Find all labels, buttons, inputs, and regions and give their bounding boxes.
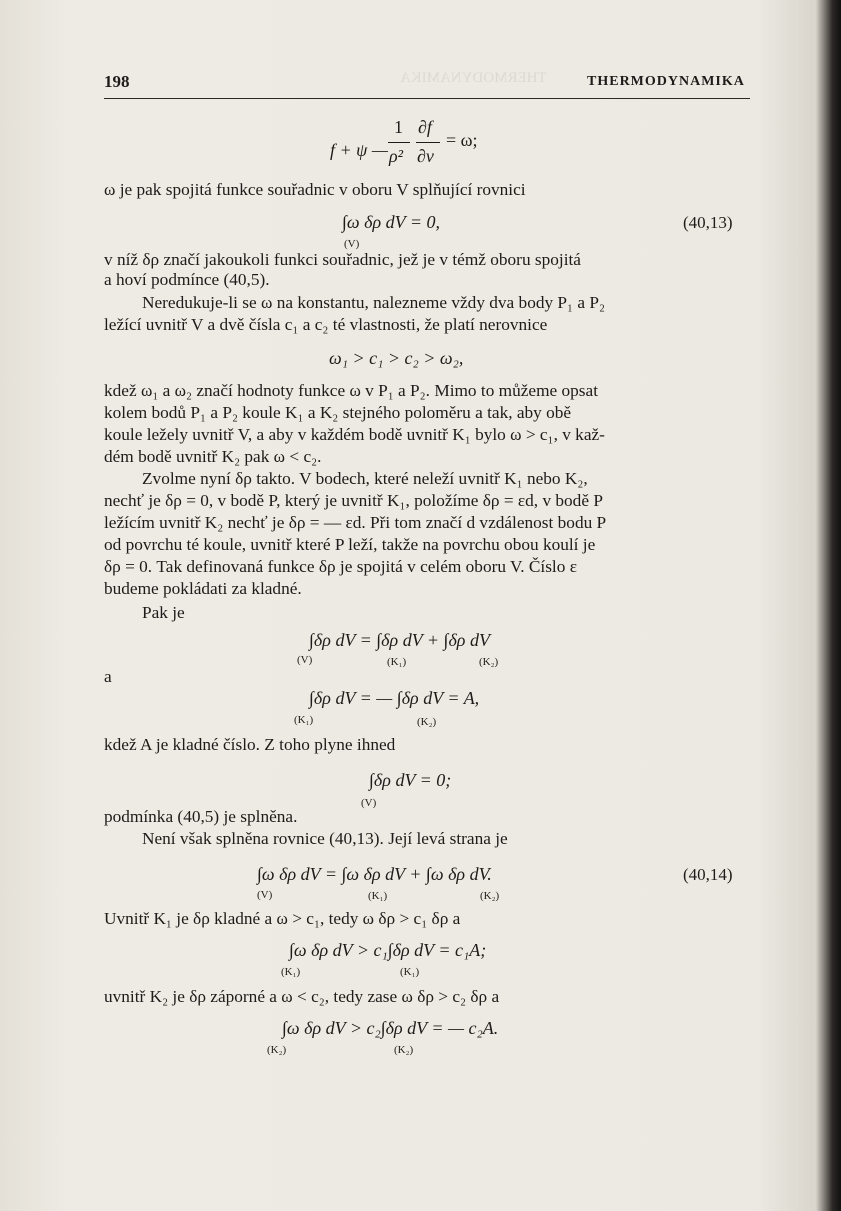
eq-omega-lhs: f + ψ —: [330, 140, 388, 160]
int5-limit-k2b: (K₂): [394, 1044, 414, 1056]
text-line: δρ = 0. Tak definovaná funkce δρ je spojitá v celém oboru V. Číslo ε: [104, 557, 577, 576]
text-line: uvnitř K₂ je δρ záporné a ω < c₂, tedy zase ω δρ > c₂ δρ a: [104, 987, 500, 1006]
e4014-limit-v: (V): [257, 889, 273, 901]
eq-omega-bar2: [416, 142, 440, 143]
equation-40-13: ∫ω δρ dV = 0,: [342, 212, 440, 232]
integral-eq-5: ∫ω δρ dV > c₂∫δρ dV = — c₂A.: [282, 1018, 499, 1038]
text-line: kdež ω₁ a ω₂ značí hodnoty funkce ω v P₁ a P₂. Mimo to můžeme opsat: [104, 381, 598, 400]
text-line: kolem bodů P₁ a P₂ koule K₁ a K₂ stejného poloměru a tak, aby obě: [104, 403, 572, 422]
eq-omega-num: 1: [394, 117, 403, 137]
text-line: a: [104, 667, 112, 686]
text-line: kdež A je kladné číslo. Z toho plyne ihned: [104, 735, 396, 754]
int2-limit-k2: (K₂): [417, 716, 437, 728]
bleed-through-text: THERMODYNAMIKA: [400, 70, 547, 86]
text-line: ležící uvnitř V a dvě čísla c₁ a c₂ té vlastnosti, že platí nerovnice: [104, 315, 548, 334]
header-rule: [104, 98, 750, 99]
int4-limit-k1b: (K₁): [400, 966, 420, 978]
eq-omega-den: ρ²: [389, 146, 404, 166]
integral-eq-3: ∫δρ dV = 0;: [369, 770, 452, 790]
eq-omega-bar1: [388, 142, 410, 143]
text-line: nechť je δρ = 0, v bodě P, který je uvnitř K₁, položíme δρ = εd, v bodě P: [104, 491, 603, 510]
integral-eq-1: ∫δρ dV = ∫δρ dV + ∫δρ dV: [309, 630, 490, 650]
text-line: ω je pak spojitá funkce souřadnic v oboru V splňující rovnici: [104, 180, 526, 199]
int4-limit-k1a: (K₁): [281, 966, 301, 978]
text-line: Zvolme nyní δρ takto. V bodech, které neleží uvnitř K₁ nebo K₂,: [142, 469, 588, 488]
page-number: 198: [104, 72, 130, 91]
text-line: v níž δρ značí jakoukoli funkci souřadnic, jež je v témž oboru spojitá: [104, 250, 581, 269]
int3-limit-v: (V): [361, 797, 377, 809]
text-line: od povrchu té koule, uvnitř které P leží, takže na povrchu obou koulí je: [104, 535, 596, 554]
inequality-omega: ω₁ > c₁ > c₂ > ω₂,: [329, 348, 464, 368]
eq-omega-dden: ∂v: [417, 146, 434, 166]
running-title: THERMODYNAMIKA: [587, 74, 745, 89]
text-line: Uvnitř K₁ je δρ kladné a ω > c₁, tedy ω δρ > c₁ δρ a: [104, 909, 461, 928]
text-line: Není však splněna rovnice (40,13). Její levá strana je: [142, 829, 508, 848]
text-line: a hoví podmínce (40,5).: [104, 270, 270, 289]
eq-40-13-limit: (V): [344, 238, 360, 250]
equation-number-40-14: (40,14): [683, 865, 733, 884]
eq-omega-dnum: ∂f: [418, 117, 432, 137]
e4014-limit-k1: (K₁): [368, 890, 388, 902]
text-line: Pak je: [142, 603, 185, 622]
equation-number-40-13: (40,13): [683, 213, 733, 232]
int5-limit-k2a: (K₂): [267, 1044, 287, 1056]
text-line: Neredukuje-li se ω na konstantu, nalezneme vždy dva body P₁ a P₂: [142, 293, 606, 312]
e4014-limit-k2: (K₂): [480, 890, 500, 902]
int2-limit-k1: (K₁): [294, 714, 314, 726]
text-line: budeme pokládati za kladné.: [104, 579, 302, 598]
text-line: dém bodě uvnitř K₂ pak ω < c₂.: [104, 447, 322, 466]
int1-limit-k1: (K₁): [387, 656, 407, 668]
text-line: ležícím uvnitř K₂ nechť je δρ = — εd. Při tom značí d vzdálenost bodu P: [104, 513, 607, 532]
integral-eq-2: ∫δρ dV = — ∫δρ dV = A,: [309, 688, 480, 708]
equation-40-14: ∫ω δρ dV = ∫ω δρ dV + ∫ω δρ dV.: [257, 864, 492, 884]
eq-omega-rhs: = ω;: [446, 130, 478, 150]
int1-limit-k2: (K₂): [479, 656, 499, 668]
int1-limit-v: (V): [297, 654, 313, 666]
integral-eq-4: ∫ω δρ dV > c₁∫δρ dV = c₁A;: [289, 940, 487, 960]
text-line: podmínka (40,5) je splněna.: [104, 807, 298, 826]
text-line: koule ležely uvnitř V, a aby v každém bodě uvnitř K₁ bylo ω > c₁, v kaž-: [104, 425, 605, 444]
